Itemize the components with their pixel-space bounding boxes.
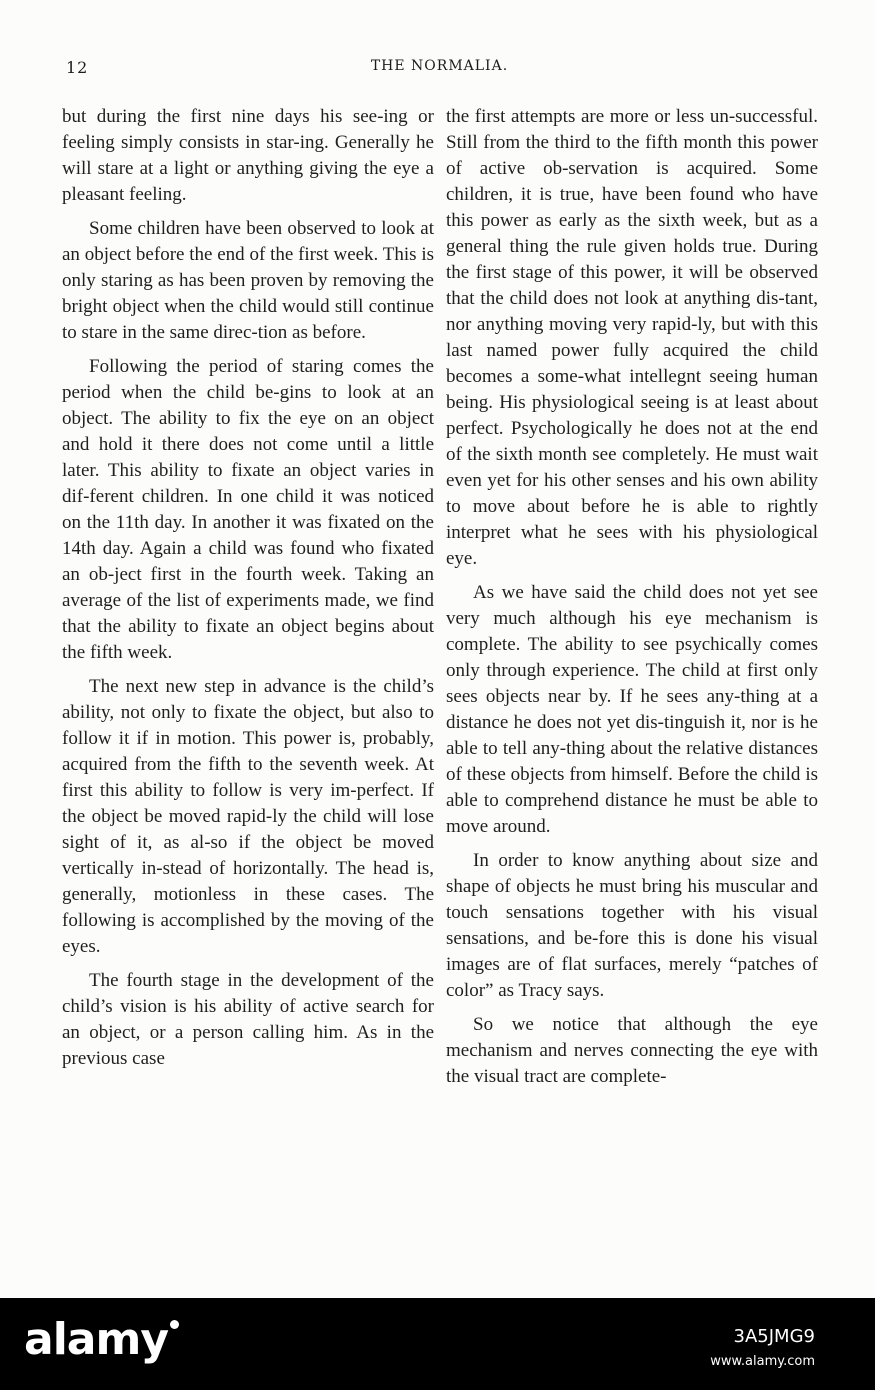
paragraph: but during the first nine days his see-ing or feeling simply consists in star-ing. Generally he will stare at a light or anything giving the eye a pleasant feeling.	[62, 106, 434, 205]
logo-bubble-icon	[170, 1320, 179, 1329]
paragraph: The next new step in advance is the child’s ability, not only to fixate the object, but also to follow it if in motion. This power is, probably, acquired from the fifth to the seventh week. At first this ability to follow is very im-perfect. If the object be moved rapid-ly the child will lose sight of it, as al-so if the object be moved vertically in-stead of horizontally. The head is, generally, motionless in these cases. The following is accomplished by the moving of the eyes.	[62, 676, 434, 957]
left-column	[62, 104, 434, 1080]
paragraph: Some children have been observed to look at an object before the end of the first week. This is only staring as has been proven by removing the bright object when the child would still continue to stare in the same direc-tion as before.	[62, 218, 434, 343]
paragraph: In order to know anything about size and shape of objects he must bring his muscular and touch sensations together with his visual sensations, and be-fore this is done his visual images are of flat surfaces, merely “patches of color” as Tracy says.	[446, 850, 818, 1001]
paragraph: the first attempts are more or less un-successful. Still from the third to the fifth month this power of active ob-servation is acquired. Some children, it is true, have been found who have this power as early as the sixth week, but as a general thing the rule given holds true. During the first stage of this power, it will be observed that the child does not look at anything dis-tant, nor anything moving very rapid-ly, but with this last named power fully acquired the child becomes a some-what intellegnt seeing human being. His physiological seeing is at least about perfect. Psychologically he does not at the end of the sixth month see completely. He must wait even yet for his other senses and his own ability to move about before he is able to rightly interpret what he sees with his physiological eye.	[446, 106, 818, 569]
site-url: www.alamy.com	[710, 1354, 815, 1369]
image-id: 3A5JMG9	[733, 1326, 815, 1347]
page-header	[62, 58, 817, 84]
watermark-footer	[0, 1298, 875, 1390]
page-number: 12	[66, 58, 89, 77]
paragraph: So we notice that although the eye mechanism and nerves connecting the eye with the visual tract are complete-	[446, 1014, 818, 1087]
logo-text: alamy	[24, 1314, 168, 1365]
running-head: THE NORMALIA.	[370, 58, 509, 74]
paragraph: The fourth stage in the development of the child’s vision is his ability of active search for an object, or a person calling him. As in the previous case	[62, 970, 434, 1069]
alamy-logo	[24, 1314, 179, 1365]
paragraph: Following the period of staring comes the period when the child be-gins to look at an object. The ability to fix the eye on an object and hold it there does not come until a little later. This ability to fixate an object varies in dif-ferent children. In one child it was noticed on the 11th day. In another it was fixated on the 14th day. Again a child was found who fixated an ob-ject first in the fourth week. Taking an average of the list of experiments made, we find that the ability to fixate an object begins about the fifth week.	[62, 356, 434, 663]
paragraph: As we have said the child does not yet see very much although his eye mechanism is complete. The ability to see psychically comes only through experience. The child at first only sees objects near by. If he sees any-thing at a distance he does not yet dis-tinguish it, nor is he able to tell any-thing about the relative distances of these objects from himself. Before the child is able to comprehend distance he must be able to move around.	[446, 582, 818, 837]
right-column	[446, 104, 818, 1098]
